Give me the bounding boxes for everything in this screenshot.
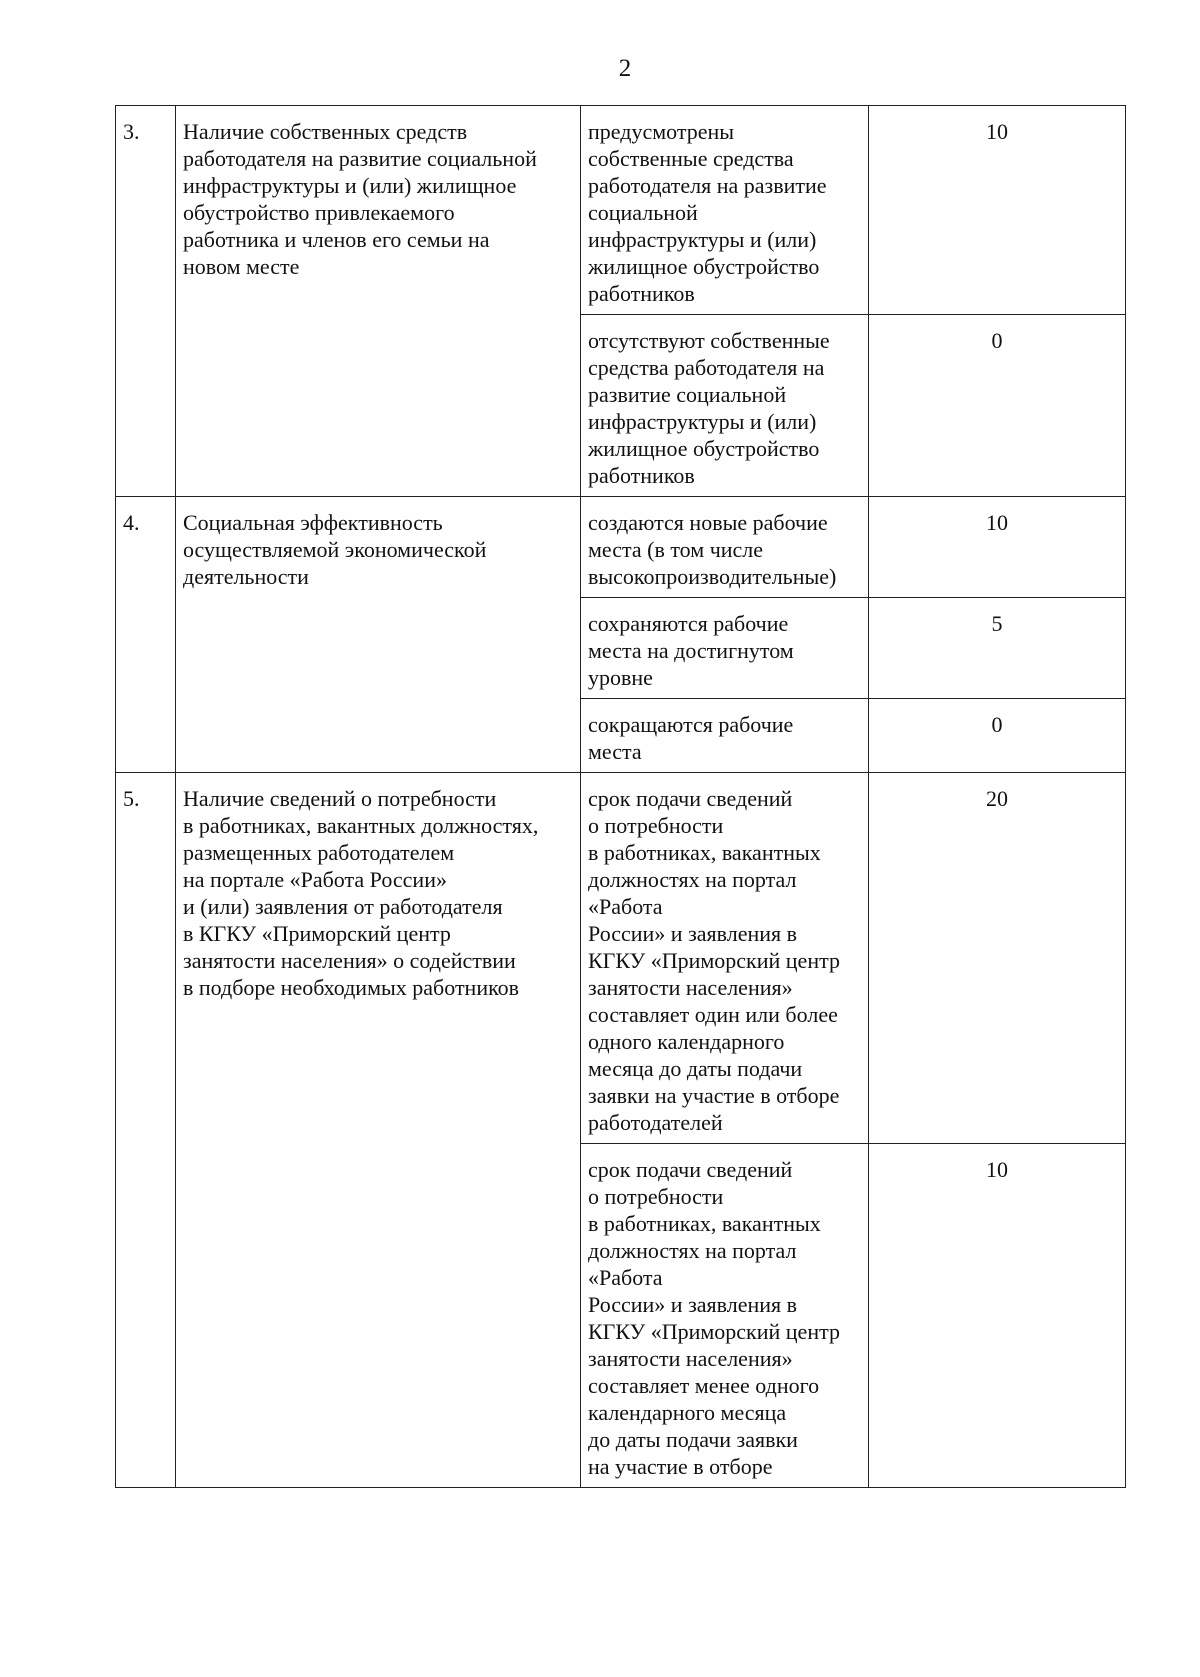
condition-cell <box>581 315 869 497</box>
condition-text-line: развитие социальной <box>588 382 787 407</box>
criterion-text-line: обустройство привлекаемого <box>183 200 455 225</box>
condition-text-line: России» и заявления в <box>588 921 798 946</box>
condition-text-line: срок подачи сведений <box>588 786 793 811</box>
condition-text-line: работодателей <box>588 1110 723 1135</box>
criterion-text-line: занятости населения» о содействии <box>183 948 516 973</box>
condition-text-line: «Работа <box>588 1265 663 1290</box>
criterion-name <box>176 773 581 1488</box>
criterion-text-line: новом месте <box>183 254 300 279</box>
condition-text-line: КГКУ «Приморский центр <box>588 1319 840 1344</box>
condition-text-line: одного календарного <box>588 1029 785 1054</box>
condition-text-line: срок подачи сведений <box>588 1157 793 1182</box>
condition-text-line: занятости населения» <box>588 975 793 1000</box>
condition-text-line: о потребности <box>588 1184 724 1209</box>
condition-text-line: «Работа <box>588 894 663 919</box>
condition-text-line: России» и заявления в <box>588 1292 798 1317</box>
condition-text-line: составляет менее одного <box>588 1373 820 1398</box>
criterion-text-line: работника и членов его семьи на <box>183 227 490 252</box>
criterion-text-line: деятельности <box>183 564 309 589</box>
condition-text-line: сохраняются рабочие <box>588 611 789 636</box>
criterion-name <box>176 497 581 773</box>
condition-text-line: места (в том числе <box>588 537 764 562</box>
score-cell: 10 <box>869 497 1126 598</box>
condition-text-line: уровне <box>588 665 653 690</box>
criterion-text-line: и (или) заявления от работодателя <box>183 894 503 919</box>
condition-text-line: сокращаются рабочие <box>588 712 794 737</box>
condition-text-line: о потребности <box>588 813 724 838</box>
criterion-text-line: на портале «Работа России» <box>183 867 447 892</box>
condition-text-line: должностях на портал <box>588 1238 797 1263</box>
condition-text-line: собственные средства <box>588 146 794 171</box>
condition-text-line: должностях на портал <box>588 867 797 892</box>
criterion-number: 5. <box>116 773 176 1488</box>
criterion-name <box>176 106 581 497</box>
condition-text-line: работников <box>588 463 695 488</box>
criterion-number: 3. <box>116 106 176 497</box>
condition-text-line: работников <box>588 281 695 306</box>
score-cell: 10 <box>869 106 1126 315</box>
condition-text-line: средства работодателя на <box>588 355 825 380</box>
table-row <box>116 106 1126 315</box>
criterion-text-line: в подборе необходимых работников <box>183 975 520 1000</box>
criterion-text-line: Наличие собственных средств <box>183 119 468 144</box>
condition-text-line: до даты подачи заявки <box>588 1427 798 1452</box>
criterion-text-line: Социальная эффективность <box>183 510 443 535</box>
criterion-number: 4. <box>116 497 176 773</box>
condition-text-line: предусмотрены <box>588 119 735 144</box>
condition-text-line: на участие в отборе <box>588 1454 773 1479</box>
criterion-text-line: осуществляемой экономической <box>183 537 487 562</box>
condition-text-line: месяца до даты подачи <box>588 1056 803 1081</box>
criteria-table <box>115 105 1126 1488</box>
criterion-text-line: в работниках, вакантных должностях, <box>183 813 539 838</box>
condition-text-line: жилищное обустройство <box>588 436 820 461</box>
condition-cell <box>581 497 869 598</box>
condition-text-line: социальной <box>588 200 698 225</box>
condition-text-line: инфраструктуры и (или) <box>588 409 817 434</box>
condition-text-line: отсутствуют собственные <box>588 328 830 353</box>
condition-text-line: заявки на участие в отборе <box>588 1083 840 1108</box>
condition-text-line: КГКУ «Приморский центр <box>588 948 840 973</box>
condition-text-line: календарного месяца <box>588 1400 787 1425</box>
condition-cell <box>581 598 869 699</box>
condition-cell <box>581 1144 869 1488</box>
condition-text-line: работодателя на развитие <box>588 173 827 198</box>
criterion-text-line: инфраструктуры и (или) жилищное <box>183 173 517 198</box>
condition-cell <box>581 106 869 315</box>
criteria-table-body <box>116 106 1126 1488</box>
criterion-text-line: Наличие сведений о потребности <box>183 786 497 811</box>
score-cell: 10 <box>869 1144 1126 1488</box>
condition-cell <box>581 699 869 773</box>
condition-text-line: в работниках, вакантных <box>588 840 821 865</box>
score-cell: 20 <box>869 773 1126 1144</box>
condition-text-line: в работниках, вакантных <box>588 1211 821 1236</box>
condition-text-line: занятости населения» <box>588 1346 793 1371</box>
condition-text-line: создаются новые рабочие <box>588 510 828 535</box>
criterion-text-line: размещенных работодателем <box>183 840 455 865</box>
condition-text-line: инфраструктуры и (или) <box>588 227 817 252</box>
score-cell: 0 <box>869 699 1126 773</box>
condition-text-line: высокопроизводительные) <box>588 564 837 589</box>
score-cell: 5 <box>869 598 1126 699</box>
score-cell: 0 <box>869 315 1126 497</box>
condition-cell <box>581 773 869 1144</box>
condition-text-line: жилищное обустройство <box>588 254 820 279</box>
criterion-text-line: в КГКУ «Приморский центр <box>183 921 451 946</box>
criterion-text-line: работодателя на развитие социальной <box>183 146 537 171</box>
condition-text-line: места на достигнутом <box>588 638 794 663</box>
page-number: 2 <box>618 55 632 82</box>
condition-text-line: места <box>588 739 642 764</box>
table-row <box>116 497 1126 598</box>
condition-text-line: составляет один или более <box>588 1002 838 1027</box>
table-row <box>116 773 1126 1144</box>
